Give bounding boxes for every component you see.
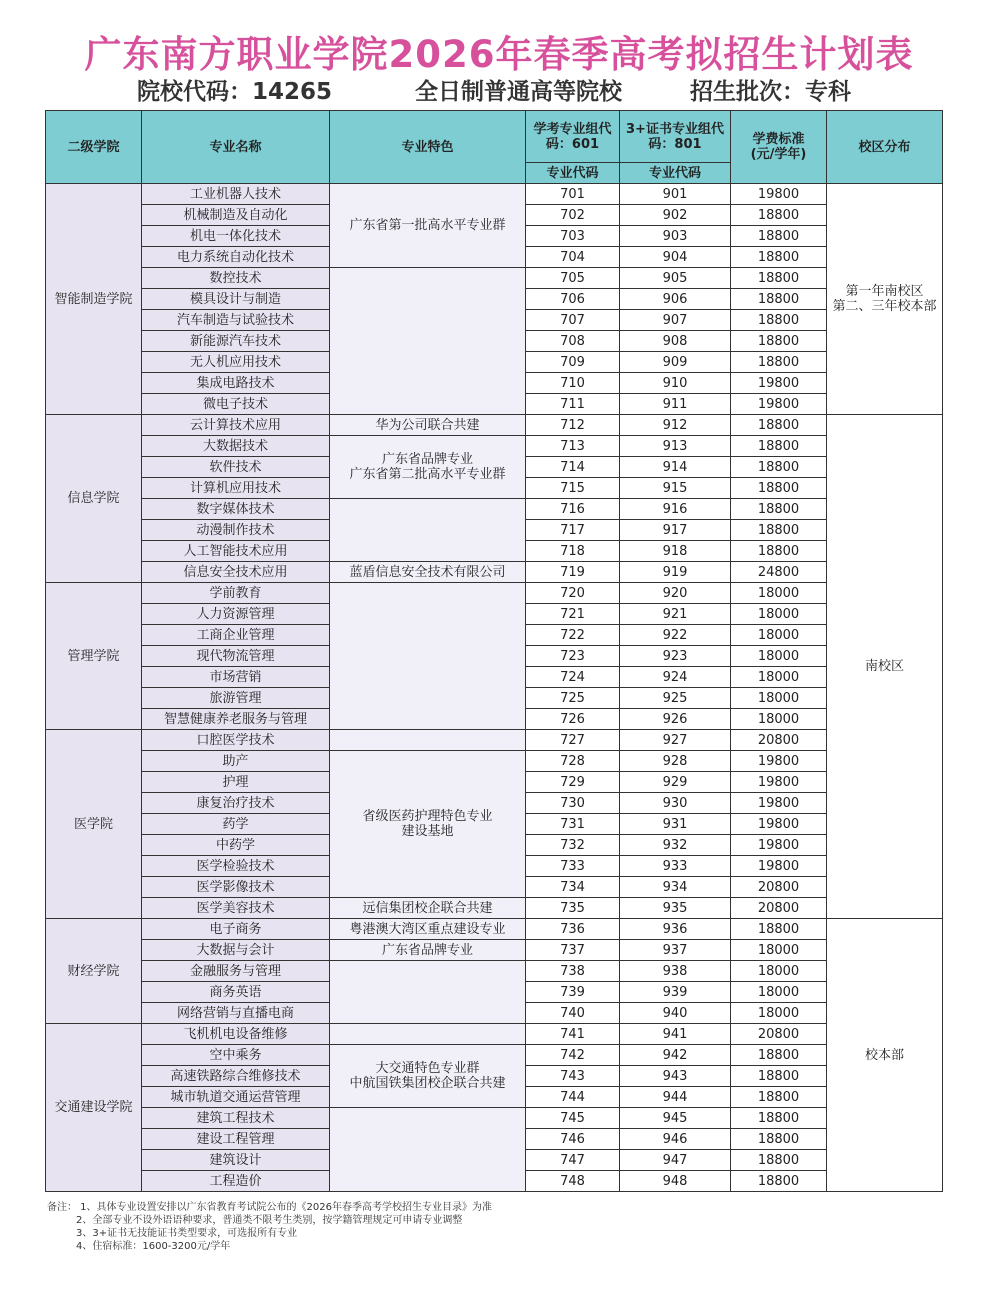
major-name-cell: 数控技术 [142,268,330,289]
code-601-cell: 702 [526,205,620,226]
fee-cell: 18000 [731,688,827,709]
major-name-cell: 大数据技术 [142,436,330,457]
major-name-cell: 模具设计与制造 [142,289,330,310]
fee-cell: 18800 [731,1087,827,1108]
code-801-cell: 940 [620,1003,731,1024]
code-601-cell: 720 [526,583,620,604]
fee-cell: 18800 [731,205,827,226]
fee-cell: 19800 [731,814,827,835]
major-name-cell: 金融服务与管理 [142,961,330,982]
major-name-cell: 建筑工程技术 [142,1108,330,1129]
code-801-cell: 943 [620,1066,731,1087]
campus-cell: 南校区 [827,415,943,919]
code-801-cell: 912 [620,415,731,436]
campus-cell: 第一年南校区 第二、三年校本部 [827,184,943,415]
major-name-cell: 医学美容技术 [142,898,330,919]
fee-cell: 18800 [731,352,827,373]
header-code-601: 专业代码 [526,163,620,184]
table-row [46,583,943,604]
fee-cell: 18000 [731,583,827,604]
major-name-cell: 市场营销 [142,667,330,688]
code-801-cell: 902 [620,205,731,226]
header-major: 专业名称 [142,111,330,184]
code-601-cell: 743 [526,1066,620,1087]
code-601-cell: 730 [526,793,620,814]
code-801-cell: 920 [620,583,731,604]
code-801-cell: 941 [620,1024,731,1045]
code-601-cell: 738 [526,961,620,982]
code-601-cell: 704 [526,247,620,268]
fee-cell: 20800 [731,898,827,919]
header-group-801: 3+证书专业组代码：801 [620,111,731,163]
code-801-cell: 916 [620,499,731,520]
college-cell: 交通建设学院 [46,1024,142,1192]
code-601-cell: 724 [526,667,620,688]
fee-cell: 19800 [731,184,827,205]
major-name-cell: 电子商务 [142,919,330,940]
code-601-cell: 708 [526,331,620,352]
fee-cell: 18800 [731,268,827,289]
table-row [46,1024,943,1045]
college-cell: 管理学院 [46,583,142,730]
major-name-cell: 空中乘务 [142,1045,330,1066]
fee-cell: 18800 [731,1066,827,1087]
fee-cell: 18800 [731,1108,827,1129]
fee-cell: 18000 [731,646,827,667]
major-name-cell: 医学检验技术 [142,856,330,877]
fee-cell: 18800 [731,436,827,457]
fee-cell: 18000 [731,1003,827,1024]
code-801-cell: 911 [620,394,731,415]
code-601-cell: 725 [526,688,620,709]
feature-cell: 广东省品牌专业 [330,940,526,961]
code-601-cell: 740 [526,1003,620,1024]
code-601-cell: 707 [526,310,620,331]
major-name-cell: 高速铁路综合维修技术 [142,1066,330,1087]
major-name-cell: 信息安全技术应用 [142,562,330,583]
fee-cell: 18800 [731,520,827,541]
code-801-cell: 925 [620,688,731,709]
code-801-cell: 918 [620,541,731,562]
major-name-cell: 汽车制造与试验技术 [142,310,330,331]
code-801-cell: 909 [620,352,731,373]
fee-cell: 18800 [731,247,827,268]
code-601-cell: 715 [526,478,620,499]
feature-cell [330,268,526,415]
table-row [46,562,943,583]
code-601-cell: 703 [526,226,620,247]
major-name-cell: 护理 [142,772,330,793]
college-cell: 医学院 [46,730,142,919]
fee-cell: 18800 [731,1129,827,1150]
campus-cell: 校本部 [827,919,943,1192]
major-name-cell: 机电一体化技术 [142,226,330,247]
code-601-cell: 719 [526,562,620,583]
code-801-cell: 908 [620,331,731,352]
code-801-cell: 939 [620,982,731,1003]
major-name-cell: 电力系统自动化技术 [142,247,330,268]
code-601-cell: 718 [526,541,620,562]
major-name-cell: 动漫制作技术 [142,520,330,541]
major-name-cell: 建筑设计 [142,1150,330,1171]
fee-cell: 18800 [731,331,827,352]
code-601-cell: 748 [526,1171,620,1192]
major-name-cell: 人力资源管理 [142,604,330,625]
page-title: 广东南方职业学院2026年春季高考拟招生计划表 [84,33,914,76]
major-name-cell: 助产 [142,751,330,772]
major-name-cell: 医学影像技术 [142,877,330,898]
feature-cell [330,1024,526,1045]
major-name-cell: 康复治疗技术 [142,793,330,814]
fee-cell: 19800 [731,772,827,793]
fee-cell: 24800 [731,562,827,583]
fee-cell: 18800 [731,1171,827,1192]
code-801-cell: 948 [620,1171,731,1192]
fee-cell: 18000 [731,625,827,646]
code-601-cell: 741 [526,1024,620,1045]
header-college: 二级学院 [46,111,142,184]
code-601-cell: 739 [526,982,620,1003]
fee-cell: 18800 [731,289,827,310]
feature-cell [330,730,526,751]
code-801-cell: 946 [620,1129,731,1150]
table-row [46,919,943,940]
code-601-cell: 735 [526,898,620,919]
code-801-cell: 905 [620,268,731,289]
fee-cell: 18800 [731,226,827,247]
table-row [46,415,943,436]
fee-cell: 19800 [731,373,827,394]
code-801-cell: 924 [620,667,731,688]
major-name-cell: 工程造价 [142,1171,330,1192]
fee-cell: 19800 [731,394,827,415]
code-601-cell: 705 [526,268,620,289]
code-601-cell: 722 [526,625,620,646]
code-801-cell: 947 [620,1150,731,1171]
header-fee: 学费标准(元/学年) [731,111,827,184]
enrollment-plan-table [45,110,943,1192]
table-row [46,268,943,289]
institution-type: 全日制普通高等院校 [415,79,622,105]
fee-cell: 18000 [731,961,827,982]
code-801-cell: 906 [620,289,731,310]
major-name-cell: 飞机机电设备维修 [142,1024,330,1045]
code-601-cell: 732 [526,835,620,856]
code-601-cell: 737 [526,940,620,961]
fee-cell: 18000 [731,604,827,625]
table-row [46,1045,943,1066]
note-line: 4、住宿标准：1600-3200元/学年 [76,1241,231,1252]
fee-cell: 20800 [731,1024,827,1045]
code-801-cell: 928 [620,751,731,772]
fee-cell: 19800 [731,835,827,856]
code-801-cell: 917 [620,520,731,541]
table-row [46,961,943,982]
feature-cell [330,961,526,1024]
institution-code: 院校代码：14265 [137,79,333,105]
table-row [46,499,943,520]
major-name-cell: 数字媒体技术 [142,499,330,520]
code-801-cell: 945 [620,1108,731,1129]
code-601-cell: 728 [526,751,620,772]
major-name-cell: 工业机器人技术 [142,184,330,205]
code-801-cell: 923 [620,646,731,667]
code-801-cell: 919 [620,562,731,583]
code-601-cell: 742 [526,1045,620,1066]
code-801-cell: 934 [620,877,731,898]
table-row [46,940,943,961]
code-801-cell: 910 [620,373,731,394]
fee-cell: 18800 [731,541,827,562]
major-name-cell: 无人机应用技术 [142,352,330,373]
major-name-cell: 软件技术 [142,457,330,478]
code-601-cell: 731 [526,814,620,835]
admission-batch: 招生批次：专科 [690,79,851,105]
code-801-cell: 915 [620,478,731,499]
header-campus: 校区分布 [827,111,943,184]
code-801-cell: 922 [620,625,731,646]
table-row [46,436,943,457]
code-801-cell: 929 [620,772,731,793]
college-cell: 信息学院 [46,415,142,583]
code-801-cell: 927 [620,730,731,751]
code-801-cell: 938 [620,961,731,982]
code-801-cell: 936 [620,919,731,940]
feature-cell: 远信集团校企联合共建 [330,898,526,919]
college-cell: 财经学院 [46,919,142,1024]
fee-cell: 18800 [731,919,827,940]
code-601-cell: 713 [526,436,620,457]
major-name-cell: 现代物流管理 [142,646,330,667]
code-601-cell: 733 [526,856,620,877]
table-row [46,184,943,205]
feature-cell: 大交通特色专业群 中航国铁集团校企联合共建 [330,1045,526,1108]
code-601-cell: 706 [526,289,620,310]
code-801-cell: 932 [620,835,731,856]
major-name-cell: 口腔医学技术 [142,730,330,751]
code-601-cell: 747 [526,1150,620,1171]
feature-cell [330,499,526,562]
code-801-cell: 935 [620,898,731,919]
fee-cell: 19800 [731,856,827,877]
note-line: 备注： 1、具体专业设置安排以广东省教育考试院公布的《2026年春季高考学校招生专业目录》为准 [47,1202,492,1213]
feature-cell: 蓝盾信息安全技术有限公司 [330,562,526,583]
major-name-cell: 智慧健康养老服务与管理 [142,709,330,730]
college-cell: 智能制造学院 [46,184,142,415]
fee-cell: 18000 [731,667,827,688]
fee-cell: 18800 [731,415,827,436]
code-601-cell: 711 [526,394,620,415]
note-line: 3、3+证书无技能证书类型要求，可选报所有专业 [76,1228,298,1239]
major-name-cell: 城市轨道交通运营管理 [142,1087,330,1108]
code-601-cell: 721 [526,604,620,625]
fee-cell: 18000 [731,709,827,730]
table-row [46,1108,943,1129]
feature-cell: 广东省品牌专业 广东省第二批高水平专业群 [330,436,526,499]
code-801-cell: 904 [620,247,731,268]
note-line: 2、全部专业不设外语语种要求，普通类不限考生类别，按学籍管理规定可申请专业调整 [76,1215,463,1226]
notes [47,1201,492,1253]
major-name-cell: 计算机应用技术 [142,478,330,499]
table-row [46,751,943,772]
major-name-cell: 微电子技术 [142,394,330,415]
feature-cell: 省级医药护理特色专业 建设基地 [330,751,526,898]
code-601-cell: 723 [526,646,620,667]
code-801-cell: 931 [620,814,731,835]
feature-cell: 华为公司联合共建 [330,415,526,436]
fee-cell: 20800 [731,730,827,751]
table-row [46,898,943,919]
major-name-cell: 人工智能技术应用 [142,541,330,562]
major-name-cell: 集成电路技术 [142,373,330,394]
header-group-601: 学考专业组代码：601 [526,111,620,163]
code-801-cell: 903 [620,226,731,247]
fee-cell: 18000 [731,982,827,1003]
code-601-cell: 717 [526,520,620,541]
code-801-cell: 921 [620,604,731,625]
feature-cell: 广东省第一批高水平专业群 [330,184,526,268]
header-row [46,111,943,163]
code-801-cell: 937 [620,940,731,961]
major-name-cell: 旅游管理 [142,688,330,709]
code-801-cell: 914 [620,457,731,478]
code-801-cell: 944 [620,1087,731,1108]
code-601-cell: 726 [526,709,620,730]
feature-cell: 粤港澳大湾区重点建设专业 [330,919,526,940]
fee-cell: 18800 [731,1150,827,1171]
fee-cell: 19800 [731,751,827,772]
fee-cell: 18800 [731,310,827,331]
major-name-cell: 新能源汽车技术 [142,331,330,352]
code-801-cell: 913 [620,436,731,457]
major-name-cell: 机械制造及自动化 [142,205,330,226]
fee-cell: 19800 [731,793,827,814]
code-601-cell: 746 [526,1129,620,1150]
major-name-cell: 中药学 [142,835,330,856]
code-601-cell: 744 [526,1087,620,1108]
code-601-cell: 745 [526,1108,620,1129]
major-name-cell: 工商企业管理 [142,625,330,646]
fee-cell: 18800 [731,457,827,478]
fee-cell: 18800 [731,1045,827,1066]
fee-cell: 18800 [731,499,827,520]
code-601-cell: 701 [526,184,620,205]
code-601-cell: 714 [526,457,620,478]
code-601-cell: 712 [526,415,620,436]
major-name-cell: 网络营销与直播电商 [142,1003,330,1024]
code-801-cell: 942 [620,1045,731,1066]
fee-cell: 18800 [731,478,827,499]
header-feature: 专业特色 [330,111,526,184]
major-name-cell: 商务英语 [142,982,330,1003]
code-801-cell: 901 [620,184,731,205]
code-801-cell: 933 [620,856,731,877]
code-601-cell: 727 [526,730,620,751]
feature-cell [330,1108,526,1192]
code-601-cell: 709 [526,352,620,373]
header-code-801: 专业代码 [620,163,731,184]
code-601-cell: 729 [526,772,620,793]
code-601-cell: 734 [526,877,620,898]
fee-cell: 20800 [731,877,827,898]
major-name-cell: 建设工程管理 [142,1129,330,1150]
major-name-cell: 药学 [142,814,330,835]
code-801-cell: 930 [620,793,731,814]
code-601-cell: 716 [526,499,620,520]
code-601-cell: 710 [526,373,620,394]
code-601-cell: 736 [526,919,620,940]
code-801-cell: 926 [620,709,731,730]
major-name-cell: 云计算技术应用 [142,415,330,436]
major-name-cell: 大数据与会计 [142,940,330,961]
feature-cell [330,583,526,730]
major-name-cell: 学前教育 [142,583,330,604]
code-801-cell: 907 [620,310,731,331]
fee-cell: 18000 [731,940,827,961]
table-row [46,730,943,751]
